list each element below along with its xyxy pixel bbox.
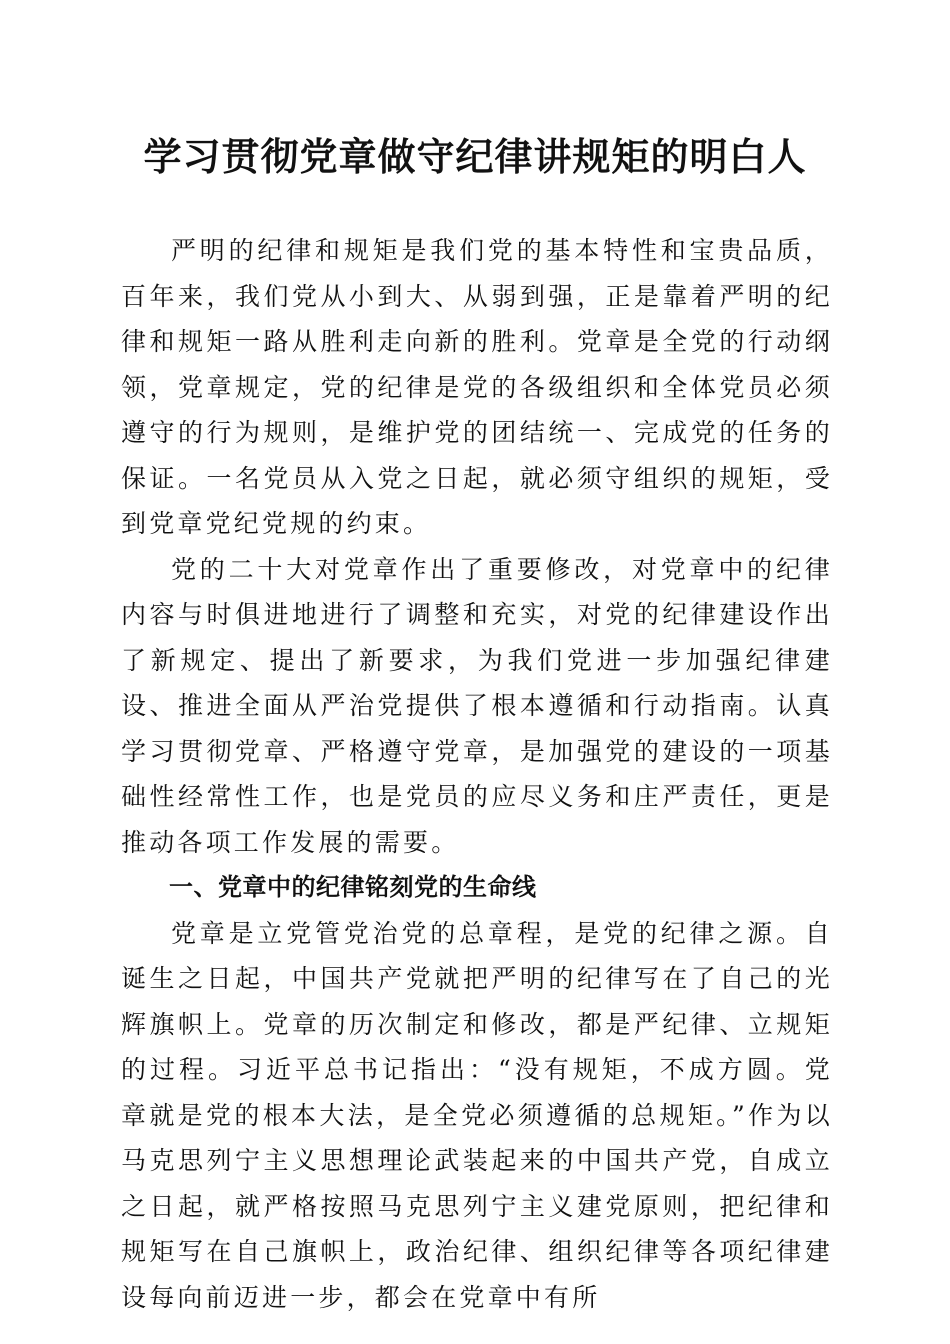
intro-paragraph-2: 党的二十大对党章作出了重要修改，对党章中的纪律内容与时俱进地进行了调整和充实，对党的纪律建设作出了新规定、提出了新要求，为我们党进一步加强纪律建设、推进全面从严治党提供了根本遵循和行动指南。认真学习贯彻党章、严格遵守党章，是加强党的建设的一项基础性经常性工作，也是党员的应尽义务和庄严责任，更是推动各项工作发展的需要。: [121, 554, 833, 857]
intro-paragraph-1: 严明的纪律和规矩是我们党的基本特性和宝贵品质，百年来，我们党从小到大、从弱到强，正是靠着严明的纪律和规矩一路从胜利走向新的胜利。党章是全党的行动纲领，党章规定，党的纪律是党的各级组织和全体党员必须遵守的行为规则，是维护党的团结统一、完成党的任务的保证。一名党员从入党之日起，就必须守组织的规矩，受到党章党纪党规的约束。: [121, 236, 833, 538]
section-paragraph-1: 党章是立党管党治党的总章程，是党的纪律之源。自诞生之日起，中国共产党就把严明的纪律写在了自己的光辉旗帜上。党章的历次制定和修改，都是严纪律、立规矩的过程。习近平总书记指出：“没有规矩，不成方圆。党章就是党的根本大法，是全党必须遵循的总规矩。”作为以马克思列宁主义思想理论武装起来的中国共产党，自成立之日起，就严格按照马克思列宁主义建党原则，把纪律和规矩写在自己旗帜上，政治纪律、组织纪律等各项纪律建设每向前迈进一步，都会在党章中有所: [121, 918, 833, 1312]
document-body: [121, 228, 833, 1320]
document-title: 学习贯彻党章做守纪律讲规矩的明白人: [143, 134, 807, 179]
section-heading: 一、党章中的纪律铭刻党的生命线: [169, 873, 537, 901]
